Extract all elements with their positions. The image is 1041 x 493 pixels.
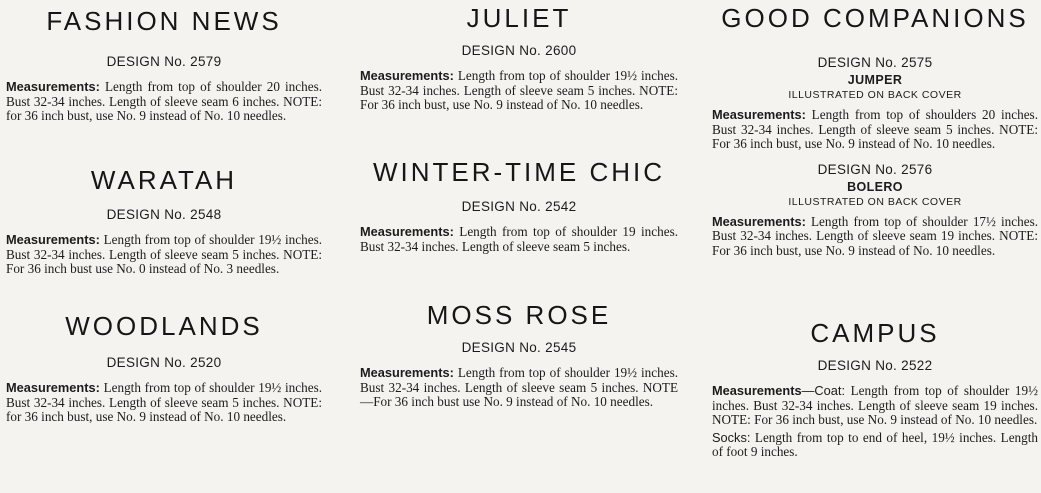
measurements-label-coat: —Coat: [801,383,846,398]
design-number: DESIGN No. 2548 [106,207,222,222]
section-campus [712,318,1038,460]
measurements-text [712,384,1038,428]
measurements-text [6,80,322,124]
measurements-body: Length from top of shoulder 19½ inches. Bust 32-34 inches. Length of sleeve seam 5 inches. NOTE: For 36 inch bust use No. 0 instead of No. 3 needles. [6,232,322,277]
section-waratah [6,165,322,277]
measurements-label: Measurements: [360,365,454,380]
socks-body: Length from top to end of heel, 19½ inches. Length of foot 9 inches. [712,429,1038,460]
item-name-bolero: BOLERO [847,179,903,194]
section-fashion-news [6,6,322,124]
measurements-body: Length from top of shoulders 20 inches. Bust 32-34 inches. Length of sleeve seam 5 inches. NOTE: For 36 inch bust, use No. 9 instead of No. 10 needles. [712,107,1038,152]
illustrated-note: ILLUSTRATED ON BACK COVER [788,195,962,208]
design-number: DESIGN No. 2545 [461,340,577,355]
measurements-label: Measurements: [6,79,100,94]
measurements-body: Length from top of shoulder 19½ inches. Bust 32-34 inches. Length of sleeve seam 5 inches. NOTE: For 36 inch bust, use No. 9 instead of No. 10 needles. [360,68,678,113]
measurements-body: Length from top of shoulder 19½ inches. Bust 32-34 inches. Length of sleeve seam 5 inches. NOTE—For 36 inch bust use No. 9 instead of No. 10 needles. [360,365,678,410]
measurements-body: Length from top of shoulder 19 inches. Bust 32-34 inches. Length of sleeve seam 5 inches. [360,224,678,254]
measurements-text [360,225,678,254]
measurements-text [6,233,322,277]
illustrated-note: ILLUSTRATED ON BACK COVER [788,89,962,101]
section-title: WOODLANDS [65,311,263,341]
measurements-text [360,69,678,113]
design-number: DESIGN No. 2520 [106,355,222,370]
design-number: DESIGN No. 2522 [817,358,933,373]
design-number-bolero: DESIGN No. 2576 [817,161,933,177]
section-moss-rose [360,300,678,410]
measurements-label: Measurements: [712,107,806,122]
section-title: CAMPUS [810,318,940,348]
measurements-text [6,381,322,425]
design-number: DESIGN No. 2542 [461,199,577,214]
measurements-text [360,366,678,410]
section-title: JULIET [466,3,572,33]
section-title: WARATAH [90,165,238,195]
measurements-label: Measurements: [360,68,454,83]
measurements-body: Length from top of shoulder 19½ inches. Bust 32-34 inches. Length of sleeve seam 5 inches. NOTE: for 36 inch bust, use No. 9 instead of No. 10 needles. [6,380,322,425]
measurements-label: Measurements: [360,224,454,239]
measurements-label: Measurements [712,383,802,398]
section-title: FASHION NEWS [46,6,282,36]
section-winter-time-chic [360,157,678,254]
section-juliet [360,3,678,113]
design-number: DESIGN No. 2579 [106,54,222,69]
socks-label: Socks: [712,429,751,445]
section-woodlands [6,311,322,425]
section-good-companions [712,3,1038,259]
measurements-body: Length from top of shoulder 19½ inches. Bust 32-34 inches. Length of sleeve seam 19 inches. NOTE: For 36 inch bust, use No. 9 instead of No. 10 needles. [712,383,1038,428]
measurements-label: Measurements: [6,232,100,247]
measurements-label: Measurements: [712,213,806,229]
section-title: GOOD COMPANIONS [721,3,1029,33]
item-name-jumper: JUMPER [847,73,903,87]
section-title: WINTER-TIME CHIC [372,157,666,187]
measurements-body: Length from top of shoulder 17½ inches. Bust 32-34 inches. Length of sleeve seam 19 inches. NOTE: For 36 inch bust, use No. 9 instead of No. 10 needles. [712,213,1038,258]
measurements-label: Measurements: [6,380,100,395]
measurements-body: Length from top of shoulder 20 inches. Bust 32-34 inches. Length of sleeve seam 6 inches. NOTE: for 36 inch bust, use No. 9 instead of No. 10 needles. [6,79,322,124]
measurements-text-jumper [712,108,1038,152]
design-number-jumper: DESIGN No. 2575 [817,55,933,70]
section-title: MOSS ROSE [426,300,612,330]
design-number: DESIGN No. 2600 [461,43,577,58]
measurements-text-bolero [712,215,1038,259]
socks-text [712,431,1038,460]
